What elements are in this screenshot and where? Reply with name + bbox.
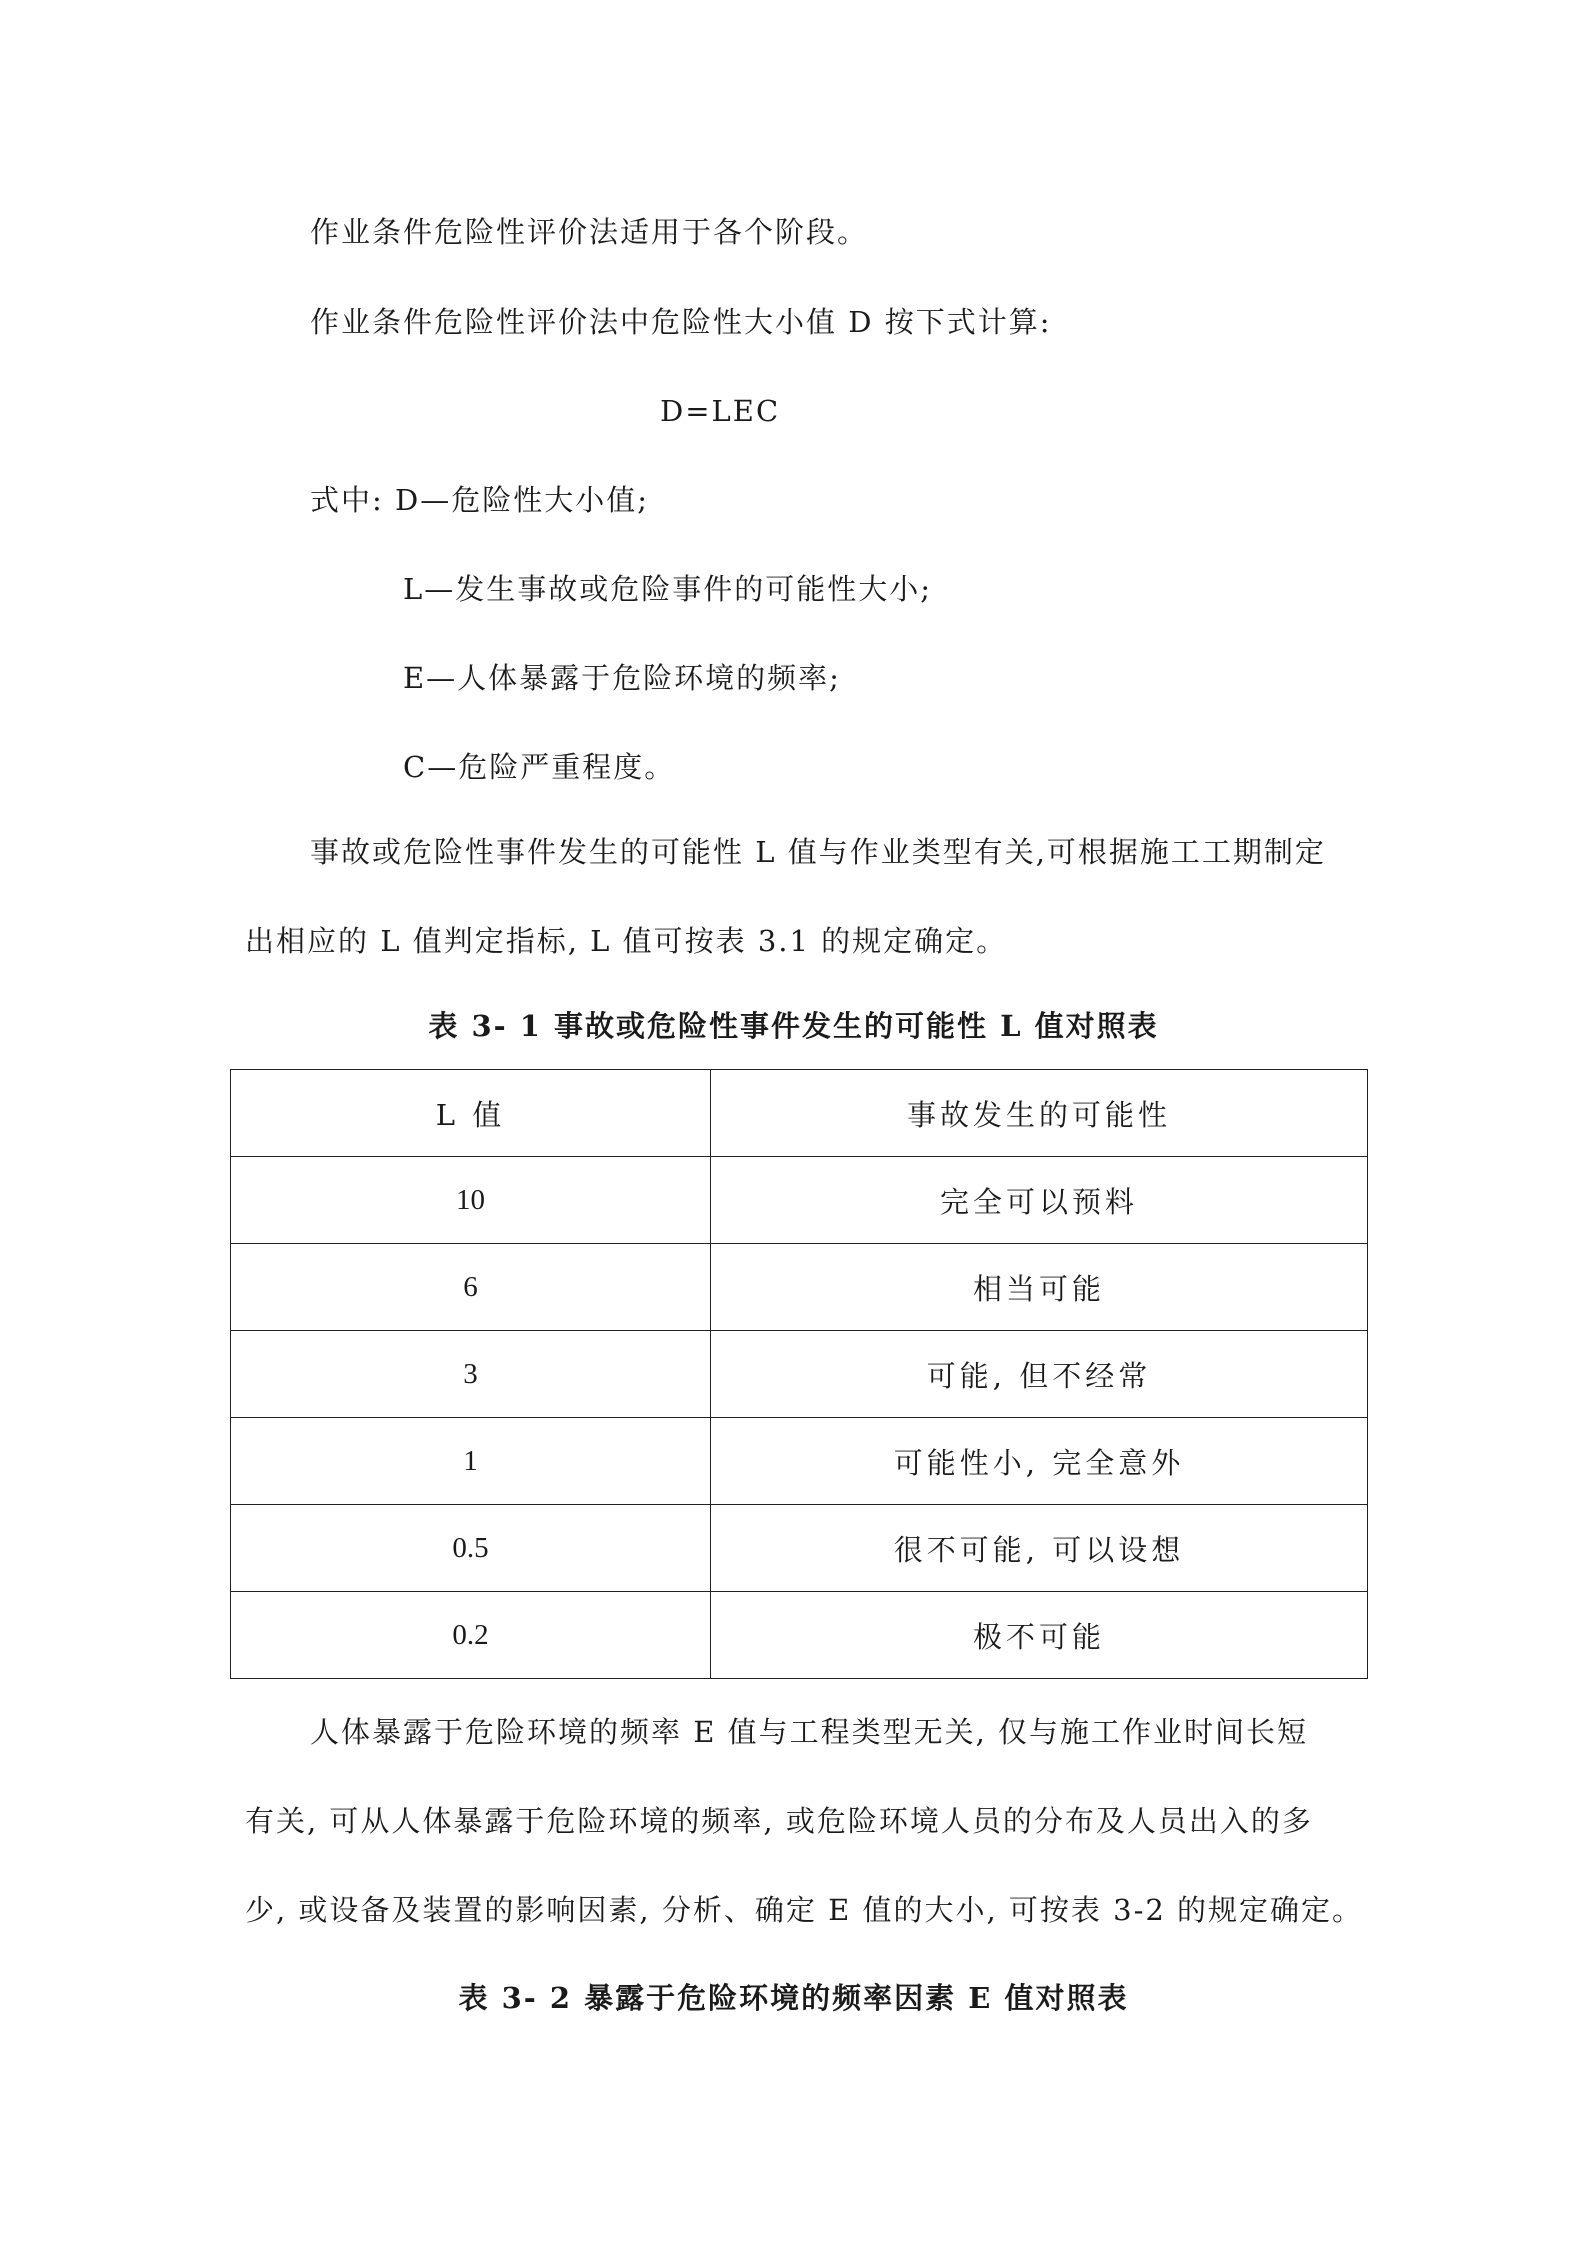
possibility-cell: 相当可能	[711, 1244, 1368, 1331]
paragraph-l-value-line2: 出相应的 L 值判定指标, L 值可按表 3.1 的规定确定。	[245, 924, 1008, 958]
paragraph-calculation-intro: 作业条件危险性评价法中危险性大小值 D 按下式计算:	[310, 305, 1052, 339]
table-row	[231, 1505, 1368, 1592]
possibility-cell: 可能, 但不经常	[711, 1331, 1368, 1418]
possibility-cell: 可能性小, 完全意外	[711, 1418, 1368, 1505]
possibility-cell: 完全可以预料	[711, 1157, 1368, 1244]
header-possibility: 事故发生的可能性	[711, 1070, 1368, 1157]
formula: D=LEC	[660, 394, 781, 428]
table-row	[231, 1331, 1368, 1418]
possibility-cell: 极不可能	[711, 1592, 1368, 1679]
paragraph-e-value-line2: 有关, 可从人体暴露于危险环境的频率, 或危险环境人员的分布及人员出入的多	[245, 1804, 1313, 1838]
l-value-cell: 0.2	[231, 1592, 711, 1679]
l-value-cell: 0.5	[231, 1505, 711, 1592]
l-value-cell: 6	[231, 1244, 711, 1331]
definition-e: E—人体暴露于危险环境的频率;	[403, 661, 841, 695]
table-row	[231, 1418, 1368, 1505]
table-row	[231, 1244, 1368, 1331]
table-header-row	[231, 1070, 1368, 1157]
table1-caption: 表 3- 1 事故或危险性事件发生的可能性 L 值对照表	[428, 1009, 1159, 1043]
possibility-cell: 很不可能, 可以设想	[711, 1505, 1368, 1592]
definition-c: C—危险严重程度。	[403, 750, 676, 784]
paragraph-e-value-line3: 少, 或设备及装置的影响因素, 分析、确定 E 值的大小, 可按表 3-2 的规定确定。	[245, 1893, 1364, 1927]
l-value-cell: 1	[231, 1418, 711, 1505]
paragraph-applicability: 作业条件危险性评价法适用于各个阶段。	[310, 215, 869, 249]
table2-caption: 表 3- 2 暴露于危险环境的频率因素 E 值对照表	[458, 1981, 1129, 2015]
definition-l: L—发生事故或危险事件的可能性大小;	[403, 572, 933, 606]
definition-d: 式中: D—危险性大小值;	[310, 483, 650, 517]
l-value-table	[230, 1069, 1368, 1679]
l-value-cell: 3	[231, 1331, 711, 1418]
paragraph-e-value-line1: 人体暴露于危险环境的频率 E 值与工程类型无关, 仅与施工作业时间长短	[310, 1715, 1309, 1749]
paragraph-l-value-line1: 事故或危险性事件发生的可能性 L 值与作业类型有关,可根据施工工期制定	[310, 835, 1326, 869]
table-row	[231, 1592, 1368, 1679]
table-row	[231, 1157, 1368, 1244]
header-l-value: L 值	[231, 1070, 711, 1157]
l-value-cell: 10	[231, 1157, 711, 1244]
